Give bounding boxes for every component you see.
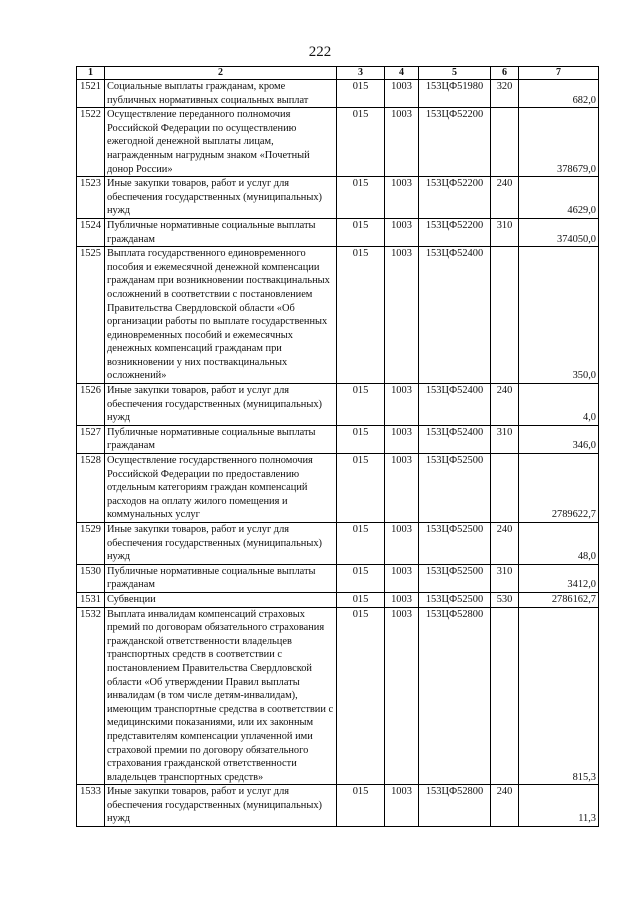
- target-article-code: 153ЦФ52500: [419, 592, 491, 607]
- column-header: 5: [419, 67, 491, 80]
- expense-type-code: 310: [491, 564, 519, 592]
- expense-type-code: [491, 607, 519, 785]
- section-code: 1003: [385, 592, 419, 607]
- amount: 2786162,7: [519, 592, 599, 607]
- page-number: 222: [308, 44, 332, 60]
- row-description: Иные закупки товаров, работ и услуг для обеспечения государственных (муниципальных) нужд: [105, 177, 337, 219]
- expense-type-code: 240: [491, 523, 519, 565]
- column-header: 7: [519, 67, 599, 80]
- row-description: Иные закупки товаров, работ и услуг для обеспечения государственных (муниципальных) нужд: [105, 384, 337, 426]
- amount: 11,3: [519, 785, 599, 827]
- column-header: 3: [337, 67, 385, 80]
- row-description: Социальные выплаты гражданам, кроме публичных нормативных социальных выплат: [105, 80, 337, 108]
- ministry-code: 015: [337, 177, 385, 219]
- section-code: 1003: [385, 80, 419, 108]
- row-number: 1525: [77, 247, 105, 384]
- section-code: 1003: [385, 454, 419, 523]
- expense-type-code: 310: [491, 425, 519, 453]
- section-code: 1003: [385, 425, 419, 453]
- expense-type-code: 310: [491, 218, 519, 246]
- target-article-code: 153ЦФ52200: [419, 177, 491, 219]
- section-code: 1003: [385, 564, 419, 592]
- target-article-code: 153ЦФ52800: [419, 785, 491, 827]
- target-article-code: 153ЦФ52500: [419, 454, 491, 523]
- amount: 4629,0: [519, 177, 599, 219]
- section-code: 1003: [385, 785, 419, 827]
- column-header: 6: [491, 67, 519, 80]
- row-number: 1527: [77, 425, 105, 453]
- table-row: [77, 177, 599, 219]
- row-number: 1529: [77, 523, 105, 565]
- row-description: Выплата инвалидам компенсаций страховых премий по договорам обязательного страхования гражданской ответственности владельцев транспортных средств в соответствии с постановлением Правительства Свердловской области «Об утверждении Правил выплаты инвалидам (в том числе детям-инвалидам), имеющим транспортные средства в соответствии с медицинскими показаниями, или их законным представителям компенсации уплаченной ими страховой премии по договору обязательного страхования гражданской ответственности владельцев транспортных средств»: [105, 607, 337, 785]
- target-article-code: 153ЦФ52400: [419, 425, 491, 453]
- table-row: [77, 247, 599, 384]
- row-description: Иные закупки товаров, работ и услуг для обеспечения государственных (муниципальных) нужд: [105, 785, 337, 827]
- ministry-code: 015: [337, 218, 385, 246]
- row-number: 1523: [77, 177, 105, 219]
- ministry-code: 015: [337, 564, 385, 592]
- row-description: Субвенции: [105, 592, 337, 607]
- ministry-code: 015: [337, 523, 385, 565]
- section-code: 1003: [385, 108, 419, 177]
- budget-table: [76, 66, 599, 827]
- ministry-code: 015: [337, 785, 385, 827]
- ministry-code: 015: [337, 454, 385, 523]
- row-description: Осуществление переданного полномочия Российской Федерации по осуществлению ежегодной денежной выплаты лицам, награжденным нагрудным знаком «Почетный донор России»: [105, 108, 337, 177]
- amount: 3412,0: [519, 564, 599, 592]
- amount: 4,0: [519, 384, 599, 426]
- table-row: [77, 592, 599, 607]
- row-number: 1533: [77, 785, 105, 827]
- target-article-code: 153ЦФ51980: [419, 80, 491, 108]
- table-row: [77, 523, 599, 565]
- expense-type-code: [491, 247, 519, 384]
- ministry-code: 015: [337, 425, 385, 453]
- expense-type-code: 240: [491, 177, 519, 219]
- section-code: 1003: [385, 384, 419, 426]
- target-article-code: 153ЦФ52200: [419, 218, 491, 246]
- row-description: Публичные нормативные социальные выплаты гражданам: [105, 218, 337, 246]
- table-row: [77, 454, 599, 523]
- row-description: Публичные нормативные социальные выплаты гражданам: [105, 564, 337, 592]
- amount: 350,0: [519, 247, 599, 384]
- target-article-code: 153ЦФ52500: [419, 523, 491, 565]
- amount: 682,0: [519, 80, 599, 108]
- row-number: 1528: [77, 454, 105, 523]
- row-description: Осуществление государственного полномочия Российской Федерации по предоставлению отдельным категориям граждан компенсаций расходов на оплату жилого помещения и коммунальных услуг: [105, 454, 337, 523]
- amount: 815,3: [519, 607, 599, 785]
- row-number: 1524: [77, 218, 105, 246]
- target-article-code: 153ЦФ52400: [419, 384, 491, 426]
- column-header: 2: [105, 67, 337, 80]
- table-row: [77, 425, 599, 453]
- expense-type-code: 320: [491, 80, 519, 108]
- ministry-code: 015: [337, 384, 385, 426]
- expense-type-code: 530: [491, 592, 519, 607]
- section-code: 1003: [385, 218, 419, 246]
- target-article-code: 153ЦФ52800: [419, 607, 491, 785]
- ministry-code: 015: [337, 247, 385, 384]
- expense-type-code: 240: [491, 785, 519, 827]
- ministry-code: 015: [337, 108, 385, 177]
- row-description: Выплата государственного единовременного пособия и ежемесячной денежной компенсации гражданам при возникновении поствакцинальных осложнений в соответствии с постановлением Правительства Свердловской области «Об организации работы по выплате государственных единовременных пособий и ежемесячных денежных компенсаций гражданам при возникновении у них поствакцинальных осложнений»: [105, 247, 337, 384]
- row-number: 1532: [77, 607, 105, 785]
- row-number: 1530: [77, 564, 105, 592]
- target-article-code: 153ЦФ52500: [419, 564, 491, 592]
- row-description: Публичные нормативные социальные выплаты гражданам: [105, 425, 337, 453]
- ministry-code: 015: [337, 80, 385, 108]
- column-header: 4: [385, 67, 419, 80]
- amount: 378679,0: [519, 108, 599, 177]
- table-row: [77, 564, 599, 592]
- amount: 48,0: [519, 523, 599, 565]
- section-code: 1003: [385, 177, 419, 219]
- amount: 2789622,7: [519, 454, 599, 523]
- ministry-code: 015: [337, 592, 385, 607]
- table-row: [77, 80, 599, 108]
- table-row: [77, 108, 599, 177]
- ministry-code: 015: [337, 607, 385, 785]
- section-code: 1003: [385, 523, 419, 565]
- table-row: [77, 607, 599, 785]
- amount: 374050,0: [519, 218, 599, 246]
- expense-type-code: [491, 454, 519, 523]
- table-body: [77, 80, 599, 827]
- table-header-row: [77, 67, 599, 80]
- expense-type-code: [491, 108, 519, 177]
- target-article-code: 153ЦФ52400: [419, 247, 491, 384]
- target-article-code: 153ЦФ52200: [419, 108, 491, 177]
- row-number: 1522: [77, 108, 105, 177]
- table-row: [77, 218, 599, 246]
- column-header: 1: [77, 67, 105, 80]
- row-description: Иные закупки товаров, работ и услуг для обеспечения государственных (муниципальных) нужд: [105, 523, 337, 565]
- table-row: [77, 384, 599, 426]
- row-number: 1521: [77, 80, 105, 108]
- table-row: [77, 785, 599, 827]
- section-code: 1003: [385, 607, 419, 785]
- row-number: 1526: [77, 384, 105, 426]
- section-code: 1003: [385, 247, 419, 384]
- amount: 346,0: [519, 425, 599, 453]
- expense-type-code: 240: [491, 384, 519, 426]
- row-number: 1531: [77, 592, 105, 607]
